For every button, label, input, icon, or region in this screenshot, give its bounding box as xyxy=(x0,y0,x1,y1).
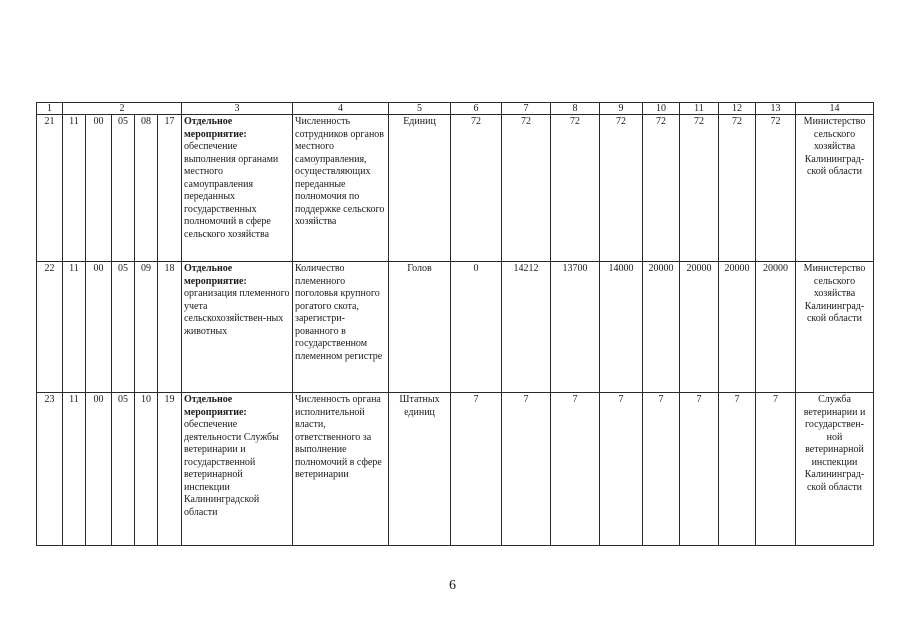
row-number: 21 xyxy=(37,115,63,262)
code-cell: 00 xyxy=(86,115,112,262)
value-cell: 72 xyxy=(551,115,600,262)
value-cell: 7 xyxy=(502,393,551,546)
unit-cell: Голов xyxy=(389,262,451,393)
header-cell: 9 xyxy=(600,103,643,115)
code-cell: 17 xyxy=(158,115,182,262)
header-cell: 11 xyxy=(680,103,719,115)
value-cell: 72 xyxy=(600,115,643,262)
code-cell: 11 xyxy=(63,115,86,262)
code-cell: 09 xyxy=(135,262,158,393)
value-cell: 7 xyxy=(551,393,600,546)
event-text: обеспечение выполнения органами местного самоуправления переданных государственных полномочий в сфере сельского хозяйства xyxy=(184,141,279,240)
header-cell: 14 xyxy=(796,103,874,115)
value-cell: 7 xyxy=(756,393,796,546)
code-cell: 18 xyxy=(158,262,182,393)
event-cell xyxy=(182,115,293,262)
value-cell: 7 xyxy=(600,393,643,546)
row-number: 22 xyxy=(37,262,63,393)
event-cell xyxy=(182,262,293,393)
header-cell: 7 xyxy=(502,103,551,115)
executor-cell: Служба ветеринарии и государствен-ной ветеринарной инспекции Калининград-ской области xyxy=(796,393,874,546)
page-number: 6 xyxy=(449,578,456,593)
code-cell: 11 xyxy=(63,393,86,546)
table-row xyxy=(37,393,874,546)
value-cell: 72 xyxy=(680,115,719,262)
value-cell: 7 xyxy=(719,393,756,546)
code-cell: 19 xyxy=(158,393,182,546)
event-title: Отдельное мероприятие: xyxy=(184,116,247,140)
value-cell: 72 xyxy=(643,115,680,262)
value-cell: 20000 xyxy=(719,262,756,393)
value-cell: 7 xyxy=(680,393,719,546)
header-cell: 13 xyxy=(756,103,796,115)
code-cell: 00 xyxy=(86,262,112,393)
value-cell: 72 xyxy=(451,115,502,262)
event-title: Отдельное мероприятие: xyxy=(184,394,247,418)
header-row xyxy=(37,103,874,115)
value-cell: 72 xyxy=(719,115,756,262)
value-cell: 72 xyxy=(502,115,551,262)
value-cell: 14000 xyxy=(600,262,643,393)
table-row xyxy=(37,262,874,393)
header-cell: 1 xyxy=(37,103,63,115)
event-title: Отдельное мероприятие: xyxy=(184,263,247,287)
indicator-cell: Количество племенного поголовья крупного рогатого скота, зарегистри-рованного в государственном племенном регистре xyxy=(293,262,389,393)
value-cell: 72 xyxy=(756,115,796,262)
header-cell: 10 xyxy=(643,103,680,115)
value-cell: 0 xyxy=(451,262,502,393)
indicator-cell: Численность органа исполнительной власти, ответственного за выполнение полномочий в сфере ветеринарии xyxy=(293,393,389,546)
event-text: обеспечение деятельности Службы ветеринарии и государственной ветеринарной инспекции Калининградской области xyxy=(184,419,279,518)
header-cell: 5 xyxy=(389,103,451,115)
value-cell: 20000 xyxy=(756,262,796,393)
header-cell: 4 xyxy=(293,103,389,115)
header-cell: 2 xyxy=(63,103,182,115)
value-cell: 13700 xyxy=(551,262,600,393)
value-cell: 14212 xyxy=(502,262,551,393)
executor-cell: Министерство сельского хозяйства Калининград-ской области xyxy=(796,262,874,393)
value-cell: 20000 xyxy=(643,262,680,393)
executor-cell: Министерство сельского хозяйства Калининград-ской области xyxy=(796,115,874,262)
table-row xyxy=(37,115,874,262)
unit-cell: Единиц xyxy=(389,115,451,262)
header-cell: 6 xyxy=(451,103,502,115)
value-cell: 7 xyxy=(451,393,502,546)
code-cell: 10 xyxy=(135,393,158,546)
unit-cell: Штатных единиц xyxy=(389,393,451,546)
code-cell: 00 xyxy=(86,393,112,546)
event-cell xyxy=(182,393,293,546)
value-cell: 20000 xyxy=(680,262,719,393)
code-cell: 11 xyxy=(63,262,86,393)
event-text: организация племенного учета сельскохозяйствен-ных животных xyxy=(184,288,290,337)
code-cell: 08 xyxy=(135,115,158,262)
header-cell: 8 xyxy=(551,103,600,115)
header-cell: 3 xyxy=(182,103,293,115)
indicator-cell: Численность сотрудников органов местного самоуправления, осуществляющих переданные полномочия по поддержке сельского хозяйства xyxy=(293,115,389,262)
program-table xyxy=(36,102,874,546)
value-cell: 7 xyxy=(643,393,680,546)
row-number: 23 xyxy=(37,393,63,546)
code-cell: 05 xyxy=(112,115,135,262)
code-cell: 05 xyxy=(112,262,135,393)
header-cell: 12 xyxy=(719,103,756,115)
code-cell: 05 xyxy=(112,393,135,546)
